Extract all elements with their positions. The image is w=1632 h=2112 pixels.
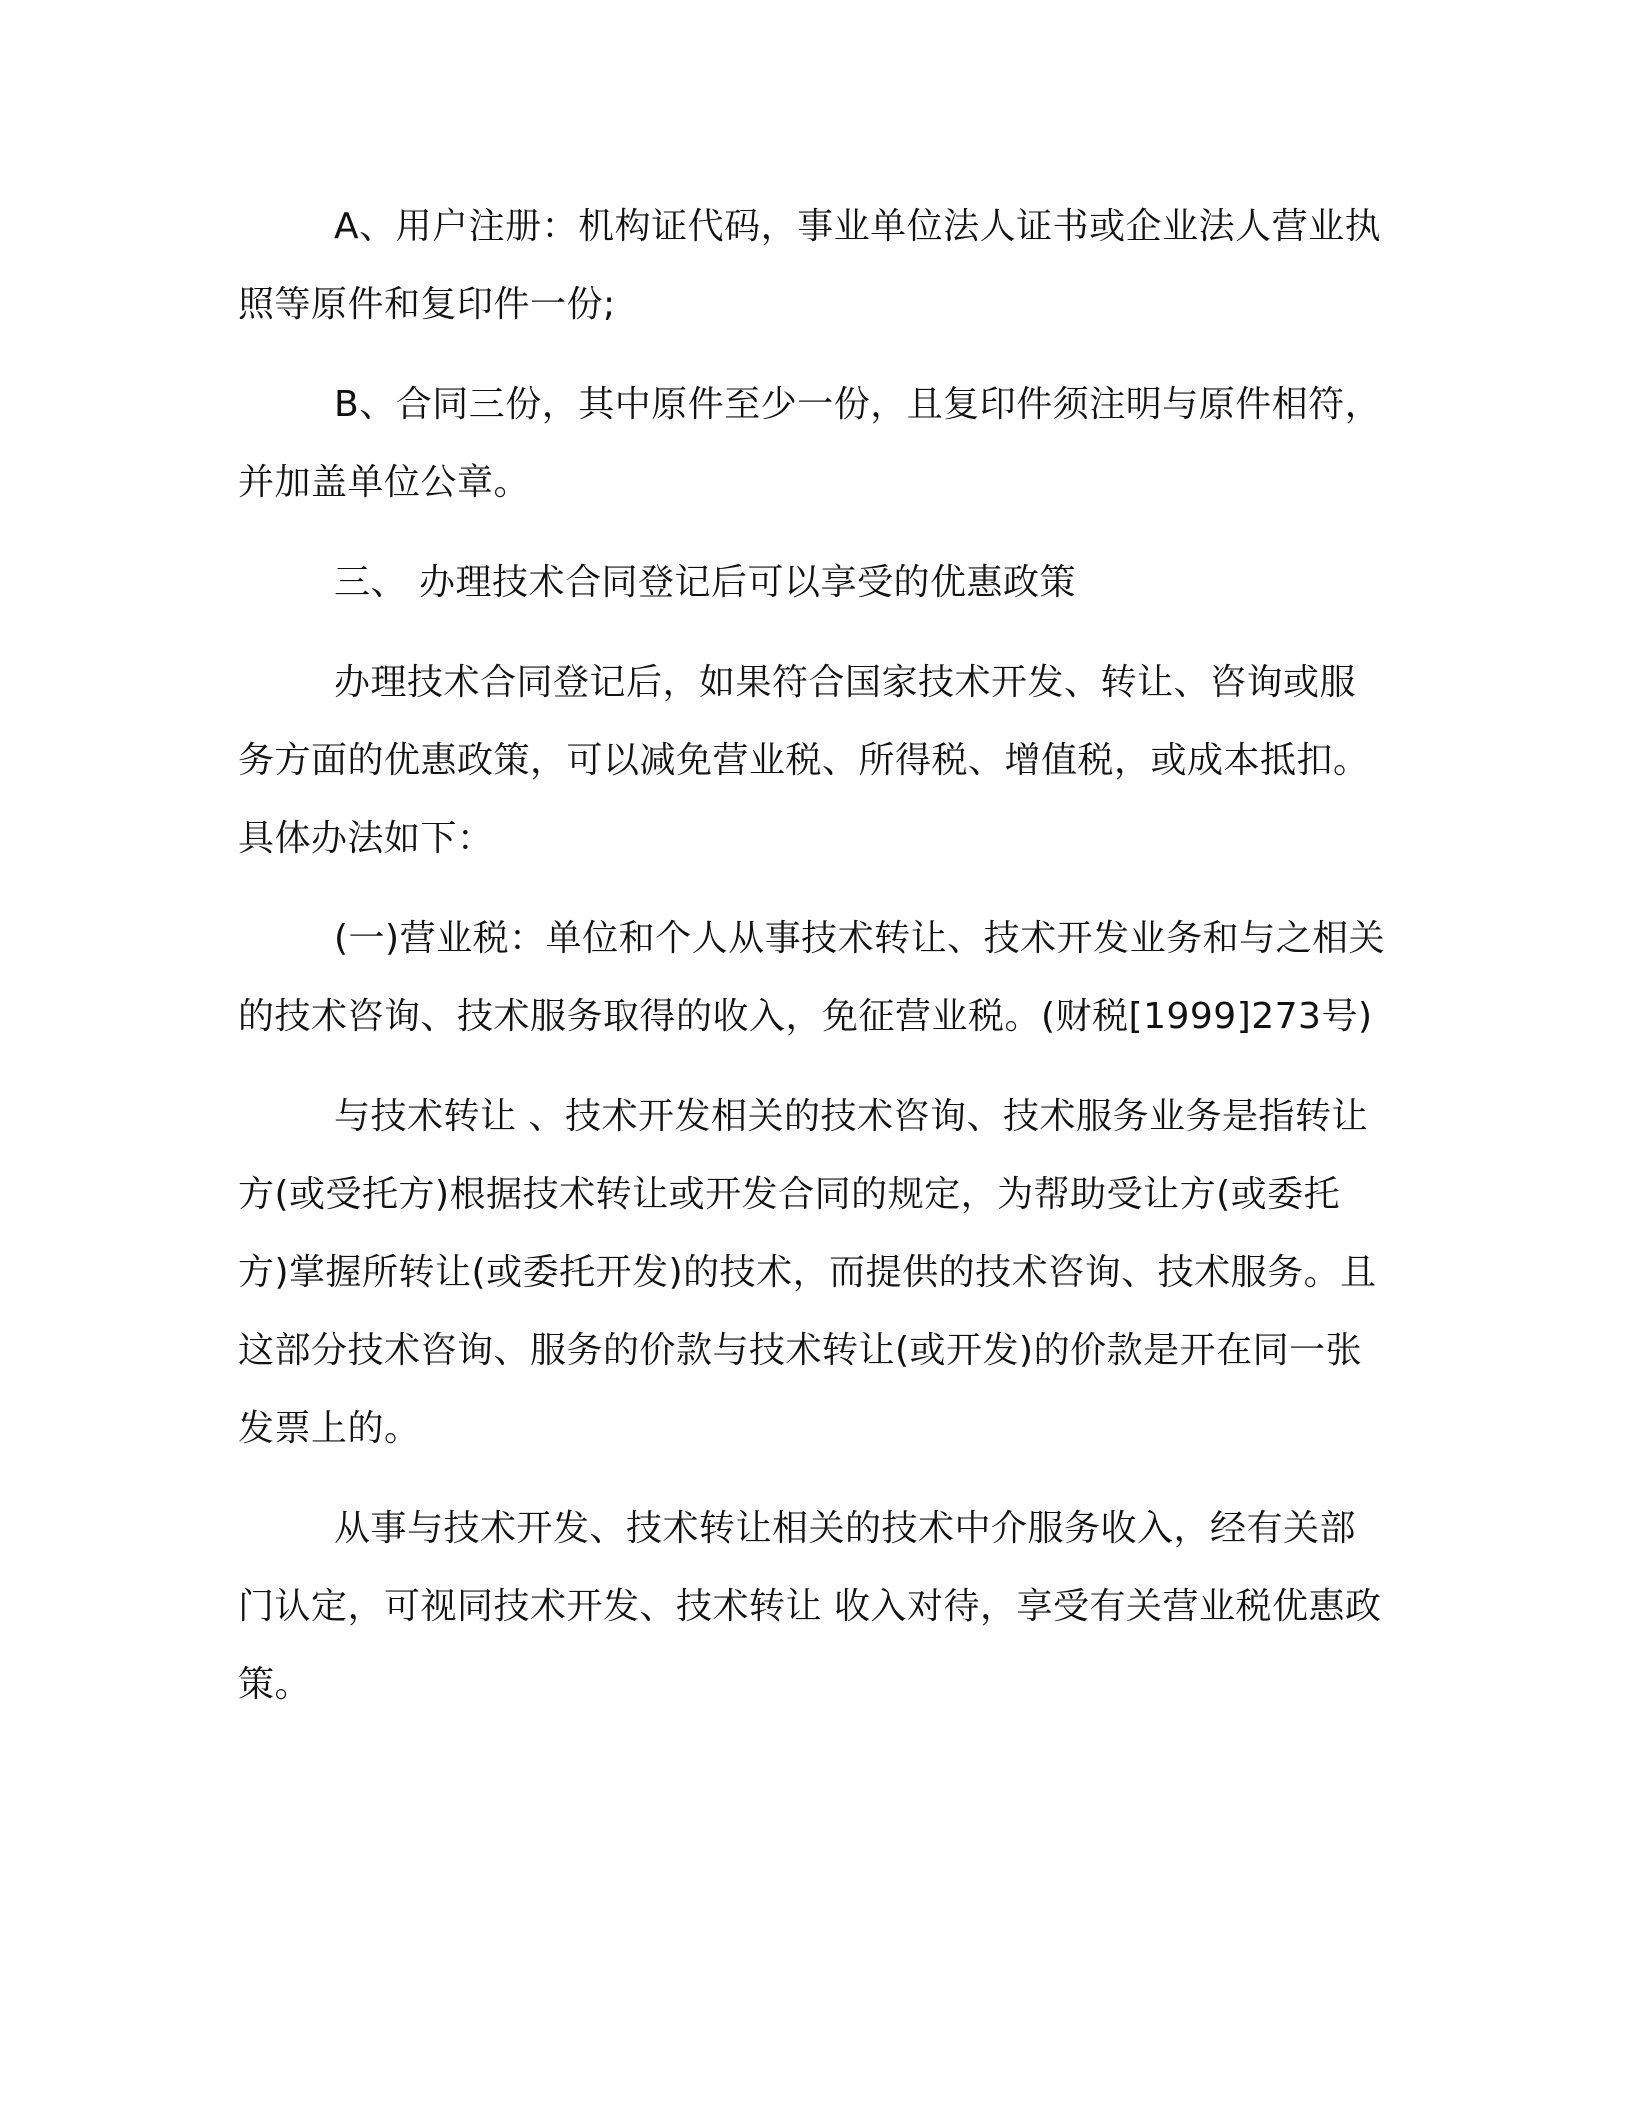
paragraph-registration-materials: A、用户注册：机构证代码，事业单位法人证书或企业法人营业执照等原件和复印件一份; bbox=[238, 206, 1382, 325]
paragraph-policy-intro: 办理技术合同登记后，如果符合国家技术开发、转让、咨询或服务方面的优惠政策，可以减免营业税、所得税、增值税，或成本抵扣。具体办法如下： bbox=[238, 662, 1370, 859]
paragraph-intermediary-services: 从事与技术开发、技术转让相关的技术中介服务收入，经有关部门认定，可视同技术开发、技术转让 收入对待，享受有关营业税优惠政策。 bbox=[238, 1508, 1382, 1705]
document-body bbox=[238, 188, 1388, 1724]
paragraph-related-services: 与技术转让 、技术开发相关的技术咨询、技术服务业务是指转让方(或受托方)根据技术转让或开发合同的规定，为帮助受让方(或委托方)掌握所转让(或委托开发)的技术，而提供的技术咨询、技术服务。且这部分技术咨询、服务的价款与技术转让(或开发)的价款是开在同一张发票上的。 bbox=[238, 1096, 1377, 1449]
section-heading-preferential-policies: 三、 办理技术合同登记后可以享受的优惠政策 bbox=[334, 562, 1076, 603]
paragraph-contract-copies: B、合同三份，其中原件至少一份，且复印件须注明与原件相符，并加盖单位公章。 bbox=[238, 384, 1382, 503]
paragraph-business-tax: (一)营业税：单位和个人从事技术转让、技术开发业务和与之相关的技术咨询、技术服务取得的收入，免征营业税。(财税[1999]273号) bbox=[238, 918, 1386, 1037]
